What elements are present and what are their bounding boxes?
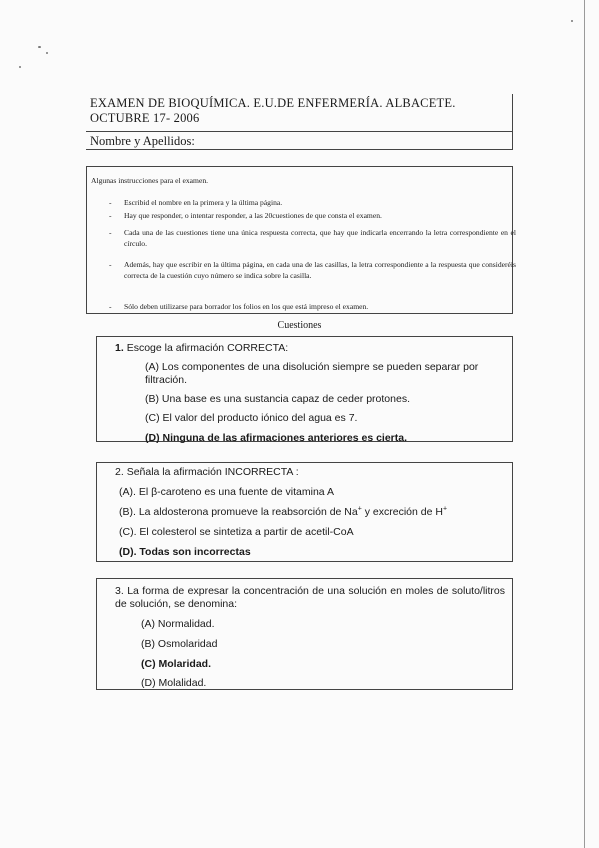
name-divider (86, 131, 513, 132)
question-1-option-d: (D) Ninguna de las afirmaciones anteriores es cierta. (145, 432, 408, 444)
question-1-option-b: (B) Una base es una sustancia capaz de ceder protones. (145, 393, 410, 405)
question-number: 3. (115, 585, 124, 597)
instruction-item: - Cada una de las cuestiones tiene una única respuesta correcta, que hay que indicarla encerrando la letra correspondiente en el círculo. (109, 227, 516, 249)
instructions-box (86, 166, 516, 314)
question-text: Escoge la afirmación CORRECTA: (126, 342, 289, 354)
question-number: 1. (115, 342, 124, 354)
option-text: y excreción de H (361, 506, 443, 518)
question-3-box (96, 578, 513, 690)
question-text: La forma de expresar la concentración de una solución en moles de soluto/litros de solución, se denomina: (115, 585, 505, 610)
question-3-option-d: (D) Molalidad. (141, 677, 207, 689)
question-2-option-c: (C). El colesterol se sintetiza a partir de acetil-CoA (119, 526, 354, 538)
superscript: + (357, 505, 362, 513)
question-3-stem (115, 585, 505, 611)
scan-edge-line (584, 0, 585, 848)
question-2-option-a: (A). El β-caroteno es una fuente de vitamina A (119, 486, 334, 498)
option-text: (B). La aldosterona promueve la reabsorción de Na (119, 506, 358, 518)
question-3-option-c: (C) Molaridad. (141, 658, 211, 670)
question-1-stem (115, 342, 505, 355)
question-2-box (96, 462, 513, 562)
exam-title: EXAMEN DE BIOQUÍMICA. E.U.DE ENFERMERÍA. ALBACETE. OCTUBRE 17- 2006 (90, 96, 456, 125)
question-1-box (96, 336, 513, 442)
question-2-option-d: (D). Todas son incorrectas (119, 546, 251, 558)
instructions-intro: Algunas instrucciones para el examen. (91, 176, 209, 185)
instruction-item: - Sólo deben utilizarse para borrador los folios en los que está impreso el examen. (109, 301, 516, 312)
superscript: + (442, 505, 448, 513)
question-number: 2. (115, 466, 124, 478)
question-1-option-a: (A) Los componentes de una disolución siempre se pueden separar por filtración. (145, 361, 479, 386)
question-text: Señala la afirmación INCORRECTA : (126, 466, 299, 478)
question-2-stem (115, 466, 505, 479)
scan-speckle (38, 46, 41, 48)
instruction-item: - Escribid el nombre en la primera y la última página. (109, 197, 516, 208)
cuestiones-heading: Cuestiones (277, 320, 322, 331)
question-1-option-c: (C) El valor del producto iónico del agua es 7. (145, 412, 358, 424)
question-2-option-b (119, 506, 447, 519)
instruction-item: - Hay que responder, o intentar responder, a las 20cuestiones de que consta el examen. (109, 210, 516, 221)
question-3-option-a: (A) Normalidad. (141, 618, 215, 630)
scan-speckle (19, 66, 21, 68)
scan-speckle (46, 52, 48, 54)
scan-speckle (571, 20, 573, 22)
question-3-option-b: (B) Osmolaridad (141, 638, 218, 650)
name-label: Nombre y Apellidos: (90, 134, 195, 148)
instruction-item: - Además, hay que escribir en la última página, en cada una de las casillas, la letra correspondiente a la respuesta que consideréis correcta de la cuestión cuyo número se indica sobre la casilla. (109, 259, 516, 281)
